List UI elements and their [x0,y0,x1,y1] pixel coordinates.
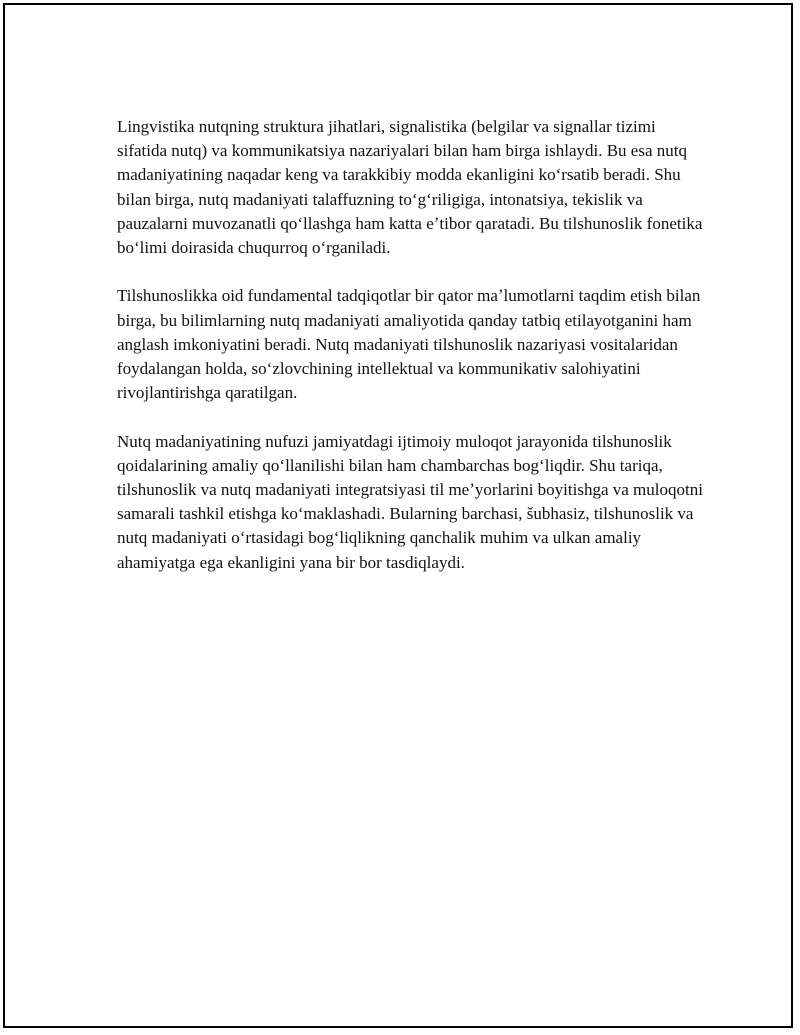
paragraph-3: Nutq madaniyatining nufuzi jamiyatdagi ijtimoiy muloqot jarayonida tilshunoslik qoidalarining amaliy qoʻllanilishi bilan ham chambarchas bogʻliqdir. Shu tariqa, tilshunoslik va nutq madaniyati integratsiyasi til meʼyorlarini boyitishga va muloqotni samarali tashkil etishga koʻmaklashadi. Bularning barchasi, šubhasiz, tilshunoslik va nutq madaniyati oʻrtasidagi bogʻliqlikning qanchalik muhim va ulkan amaliy ahamiyatga ega ekanligini yana bir bor tasdiqlaydi. [117,431,703,572]
paragraph-2: Tilshunoslikka oid fundamental tadqiqotlar bir qator maʼlumotlarni taqdim etish bilan birga, bu bilimlarning nutq madaniyati amaliyotida qanday tatbiq etilayotganini ham anglash imkoniyatini beradi. Nutq madaniyati tilshunoslik nazariyasi vositalaridan foydalangan holda, soʻzlovchining intellektual va kommunikativ salohiyatini rivojlantirishga qaratilgan. [117,286,701,403]
document-body [117,115,707,599]
paragraph-1: Lingvistika nutqning struktura jihatlari, signalistika (belgilar va signallar tizimi sifatida nutq) va kommunikatsiya nazariyalari bilan ham birga ishlaydi. Bu esa nutq madaniyatining naqadar keng va tarakkibiy modda ekanligini koʻrsatib beradi. Shu bilan birga, nutq madaniyati talaffuzning toʻgʻriligiga, intonatsiya, tekislik va pauzalarni muvozanatli qoʻllashga ham katta eʼtibor qaratadi. Bu tilshunoslik fonetika boʻlimi doirasida chuqurroq oʻrganiladi. [117,117,703,258]
